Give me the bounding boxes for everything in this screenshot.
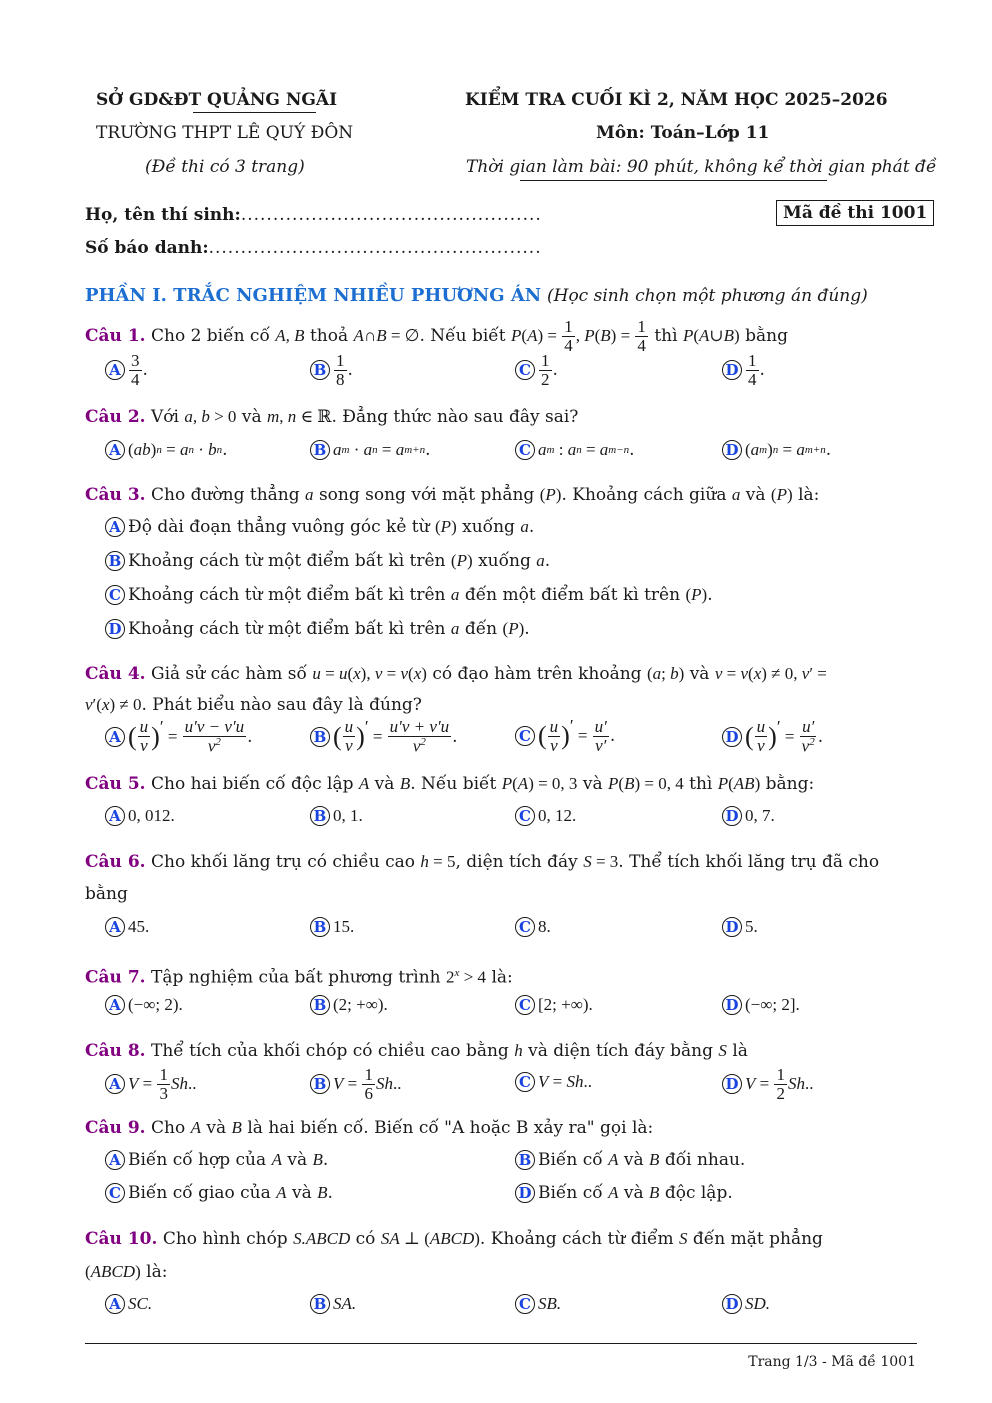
option-circle: C	[105, 1183, 125, 1203]
student-id-row	[85, 238, 542, 258]
q7-d-text: (−∞; 2].	[745, 995, 800, 1014]
q5-text-e: thì	[689, 774, 713, 794]
q3-c-text: Khoảng cách từ một điểm bất kì trên	[128, 585, 446, 605]
option-circle: B	[310, 995, 330, 1015]
q3-d-text: Khoảng cách từ một điểm bất kì trên	[128, 619, 446, 639]
option-circle: D	[722, 917, 742, 937]
q9-option-b[interactable]: B Biến cố A và B đối nhau.	[515, 1150, 745, 1170]
option-circle: C	[515, 917, 535, 937]
option-circle: B	[515, 1150, 535, 1170]
q3-b-text2: xuống	[478, 551, 531, 571]
q4-text-b: có đạo hàm trên khoảng	[432, 664, 642, 684]
school-name: TRƯỜNG THPT LÊ QUÝ ĐÔN	[96, 123, 354, 143]
q3-d-text2: đến	[464, 619, 498, 639]
question-8: Câu 8. Thể tích của khối chóp có chiều cao bằng h và diện tích đáy bằng S là	[85, 1041, 748, 1061]
q8-option-b[interactable]: B V = $\frac{1}{6}$ Sh ..	[310, 1066, 401, 1103]
pages-note: (Đề thi có 3 trang)	[145, 157, 305, 177]
option-circle: B	[310, 806, 330, 826]
q7-text: Tập nghiệm của bất phương trình	[150, 967, 441, 988]
footer-rule	[85, 1343, 917, 1344]
q5-c-text: 0, 12.	[538, 806, 577, 825]
q8-text-c: là	[732, 1041, 748, 1061]
q1-option-c[interactable]: C $\frac{1}{2}$ .	[515, 352, 558, 389]
q9-text-b: và	[206, 1118, 227, 1138]
option-circle: D	[105, 619, 125, 639]
q1-text-c: . Nếu biết	[419, 326, 506, 347]
option-circle: A	[105, 1294, 125, 1314]
q5-option-d[interactable]	[722, 806, 775, 826]
q7-b-text: (2; +∞).	[333, 995, 388, 1014]
section-note: (Học sinh chọn một phương án đúng)	[546, 286, 868, 306]
q5-text-b: và	[374, 774, 395, 794]
q9-label: Câu 9.	[85, 1118, 146, 1138]
q7-c-text: [2; +∞).	[538, 995, 593, 1014]
q1-text-d: thì	[654, 326, 678, 347]
q4-label: Câu 4.	[85, 664, 146, 684]
option-circle: B	[310, 917, 330, 937]
q3-b-text: Khoảng cách từ một điểm bất kì trên	[128, 551, 446, 571]
option-circle: D	[515, 1183, 535, 1203]
q5-text-d: và	[582, 774, 603, 794]
option-circle: A	[105, 517, 125, 537]
q9-d-and: và	[623, 1183, 644, 1203]
q5-option-b[interactable]	[310, 806, 363, 826]
q4-option-c[interactable]: C ( $\frac{u}{v}$ ) ′ = $\frac{u'}{v'}$ .	[515, 718, 615, 755]
q1-a-num: 3	[131, 351, 140, 370]
q10-text-e: là:	[146, 1262, 168, 1282]
q6-d-text: 5.	[745, 917, 758, 936]
q9-option-a[interactable]: A Biến cố hợp của A và B .	[105, 1150, 328, 1170]
q10-text-b: có	[355, 1229, 376, 1249]
name-label: Họ, tên thí sinh:	[85, 205, 241, 225]
q4-text: Giả sử các hàm số	[150, 664, 307, 684]
q9-option-d[interactable]: D Biến cố A và B độc lập.	[515, 1183, 733, 1203]
q5-text-c: . Nếu biết	[410, 774, 497, 794]
q1-a-den: 4	[131, 369, 140, 389]
option-circle: B	[310, 1294, 330, 1314]
q6-text: Cho khối lăng trụ có chiều cao	[150, 852, 415, 872]
q8-text: Thể tích của khối chóp có chiều cao bằng	[150, 1041, 509, 1061]
q9-a-and: và	[287, 1150, 308, 1170]
q6-text-c: . Thể tích khối lăng trụ đã cho	[618, 852, 880, 872]
q3-text-e: là:	[798, 485, 820, 505]
q1-c-num: 1	[541, 351, 550, 370]
q9-text: Cho	[150, 1118, 186, 1138]
question-1: Câu 1. Cho 2 biến cố A, B thoả A ∩ B = ∅ . Nếu biết P ( A ) = $\frac{1}{4}$ , P ( B ) = $\frac{1}{4}$ thì P ( A ∪ B ) bằng	[85, 317, 788, 355]
option-circle: D	[722, 806, 742, 826]
q10-option-a[interactable]	[105, 1294, 152, 1314]
q5-a-text: 0, 012.	[128, 806, 175, 825]
q9-c-and: và	[291, 1183, 312, 1203]
q5-d-text: 0, 7.	[745, 806, 775, 825]
q2-option-a[interactable]: A ( ab ) n = a n · b n .	[105, 440, 228, 460]
q4-option-b[interactable]: B ( $\frac{u}{v}$ ) ′ = $\frac{u'v + v'u}{v^2}$ .	[310, 718, 458, 755]
option-circle: D	[722, 1294, 742, 1314]
q9-b-text: Biến cố	[538, 1150, 603, 1170]
q9-c-text: Biến cố giao của	[128, 1183, 271, 1203]
id-label: Số báo danh:	[85, 238, 209, 258]
q10-option-b[interactable]	[310, 1294, 356, 1314]
q3-text-c: . Khoảng cách giữa	[561, 485, 727, 505]
option-circle: B	[310, 440, 330, 460]
question-5: Câu 5. Cho hai biến cố độc lập A và B. Nếu biết P(A) = 0, 3 và P(B) = 0, 4 thì P(AB) bằng:	[85, 774, 815, 794]
q10-text-d: đến mặt phẳng	[692, 1229, 823, 1249]
q3-option-c[interactable]: C Khoảng cách từ một điểm bất kì trên a đến một điểm bất kì trên ( P ) .	[105, 585, 713, 605]
q9-option-c[interactable]: C Biến cố giao của A và B .	[105, 1183, 333, 1203]
q7-option-c[interactable]	[515, 995, 593, 1015]
option-circle: A	[105, 1150, 125, 1170]
option-circle: C	[515, 360, 535, 380]
q6-text-d: bằng	[85, 884, 128, 904]
q1-option-b[interactable]: B $\frac{1}{8}$ .	[310, 352, 353, 389]
q4-text-c: và	[689, 664, 710, 684]
option-circle: A	[105, 360, 125, 380]
option-circle: D	[722, 360, 742, 380]
q2-text: Với	[150, 407, 179, 427]
q2-label: Câu 2.	[85, 407, 146, 427]
option-circle: C	[105, 585, 125, 605]
q2-option-c[interactable]: C a m : a n = a m−n .	[515, 440, 635, 460]
subject: Môn: Toán–Lớp 11	[596, 123, 770, 143]
q3-text: Cho đường thẳng	[150, 485, 300, 505]
option-circle: A	[105, 917, 125, 937]
q8-option-a[interactable]: A V = $\frac{1}{3}$ Sh ..	[105, 1066, 196, 1103]
option-circle: C	[515, 726, 535, 746]
q5-option-c[interactable]	[515, 806, 576, 826]
q1-text-b: thoả	[309, 326, 349, 347]
q9-d-text: Biến cố	[538, 1183, 603, 1203]
q9-text-c: là hai biến cố. Biến cố "A hoặc B xảy ra" gọi là:	[247, 1118, 654, 1138]
q2-text-c: . Đẳng thức nào sau đây sai?	[331, 407, 579, 427]
q1-c-den: 2	[541, 369, 550, 389]
q9-b-text2: đối nhau.	[664, 1150, 746, 1170]
question-4: Câu 4. Giả sử các hàm số u = u(x), v = v(x) có đạo hàm trên khoảng (a; b) và v = v(x) ≠ 0, v′ = v′(x) ≠ 0. Phát biểu nào sau đây là đúng?	[85, 664, 827, 715]
q6-text-b: , diện tích đáy	[455, 852, 578, 872]
q1-text: Cho 2 biến cố	[150, 326, 270, 347]
q1-b-num: 1	[336, 351, 345, 370]
q1-b-den: 8	[336, 369, 345, 389]
exam-code-box: Mã đề thi 1001	[776, 200, 934, 226]
q5-b-text: 0, 1.	[333, 806, 363, 825]
name-dots: ...............................................	[240, 205, 542, 225]
q3-label: Câu 3.	[85, 485, 146, 505]
q7-option-b[interactable]	[310, 995, 388, 1015]
q2-text-b: và	[241, 407, 262, 427]
q9-d-text2: độc lập.	[664, 1183, 733, 1203]
time-note: Thời gian làm bài: 90 phút, không kể thời gian phát đề	[466, 157, 937, 177]
option-circle: A	[105, 727, 125, 747]
q3-option-a[interactable]: A Độ dài đoạn thẳng vuông góc kẻ từ ( P ) xuống a .	[105, 517, 534, 537]
q7-text-b: là:	[491, 967, 513, 988]
question-2: Câu 2. Với a, b > 0 và m, n ∈ ℝ. Đẳng thức nào sau đây sai?	[85, 407, 579, 427]
q10-label: Câu 10.	[85, 1229, 158, 1249]
q8-text-b: và diện tích đáy bằng	[528, 1041, 714, 1061]
q6-label: Câu 6.	[85, 852, 146, 872]
q1-option-d[interactable]: D $\frac{1}{4}$ .	[722, 352, 765, 389]
option-circle: C	[515, 995, 535, 1015]
q10-text: Cho hình chóp	[162, 1229, 288, 1249]
q2-option-d[interactable]: D ( a m ) n = a m+n .	[722, 440, 831, 460]
q8-label: Câu 8.	[85, 1041, 146, 1061]
q5-label: Câu 5.	[85, 774, 146, 794]
q10-d-text: SD.	[745, 1294, 771, 1313]
time-underline	[520, 180, 827, 181]
q9-a-text: Biến cố hợp của	[128, 1150, 267, 1170]
option-circle: C	[515, 806, 535, 826]
q7-a-text: (−∞; 2).	[128, 995, 183, 1014]
q6-option-d[interactable]	[722, 917, 758, 937]
q3-a-text2: xuống	[462, 517, 515, 537]
id-dots: ....................................................	[208, 238, 542, 258]
q10-text-c: . Khoảng cách từ điểm	[479, 1229, 674, 1249]
q5-option-a[interactable]	[105, 806, 175, 826]
q6-b-text: 15.	[333, 917, 355, 936]
q1-label: Câu 1.	[85, 326, 146, 347]
footer-page-info: Trang 1/3 - Mã đề 1001	[748, 1354, 916, 1370]
q3-option-d[interactable]: D Khoảng cách từ một điểm bất kì trên a đến ( P ) .	[105, 619, 530, 639]
q5-text: Cho hai biến cố độc lập	[150, 774, 354, 794]
q7-option-a[interactable]	[105, 995, 183, 1015]
q10-a-text: SC.	[128, 1294, 153, 1313]
dept-underline	[193, 112, 316, 113]
section-heading	[85, 285, 868, 306]
question-3: Câu 3. Cho đường thẳng a song song với mặt phẳng (P). Khoảng cách giữa a và (P) là:	[85, 485, 820, 505]
q3-option-b[interactable]: B Khoảng cách từ một điểm bất kì trên ( P ) xuống a .	[105, 551, 550, 571]
option-circle: A	[105, 995, 125, 1015]
q6-option-a[interactable]	[105, 917, 149, 937]
student-name-row	[85, 205, 542, 225]
q10-c-text: SB.	[538, 1294, 562, 1313]
exam-title: KIỂM TRA CUỐI KÌ 2, NĂM HỌC 2025–2026	[465, 90, 888, 110]
q1-d-num: 1	[748, 351, 757, 370]
option-circle: B	[310, 727, 330, 747]
option-circle: A	[105, 1074, 125, 1094]
q4-text-d: . Phát biểu nào sau đây là đúng?	[141, 695, 422, 715]
q10-option-c[interactable]	[515, 1294, 561, 1314]
section-title: PHẦN I. TRẮC NGHIỆM NHIỀU PHƯƠNG ÁN	[85, 285, 542, 306]
dept-name: SỞ GD&ĐT QUẢNG NGÃI	[96, 90, 338, 110]
q6-option-c[interactable]	[515, 917, 551, 937]
option-circle: C	[515, 1294, 535, 1314]
q3-text-b: song song với mặt phẳng	[318, 485, 535, 505]
option-circle: A	[105, 806, 125, 826]
q6-c-text: 8.	[538, 917, 551, 936]
q7-label: Câu 7.	[85, 967, 146, 988]
option-circle: D	[722, 1074, 742, 1094]
option-circle: B	[310, 360, 330, 380]
q3-a-text: Độ dài đoạn thẳng vuông góc kẻ từ	[128, 517, 430, 537]
option-circle: C	[515, 1072, 535, 1092]
option-circle: B	[105, 551, 125, 571]
q6-a-text: 45.	[128, 917, 150, 936]
q1-d-den: 4	[748, 369, 757, 389]
q3-text-d: và	[745, 485, 766, 505]
question-9: Câu 9. Cho A và B là hai biến cố. Biến cố "A hoặc B xảy ra" gọi là:	[85, 1118, 654, 1138]
option-circle: D	[722, 440, 742, 460]
q8-option-c[interactable]: C V = Sh ..	[515, 1072, 592, 1092]
q9-b-and: và	[623, 1150, 644, 1170]
q4-option-d[interactable]: D ( $\frac{u}{v}$ ) ′ = $\frac{u'}{v^2}$ .	[722, 718, 823, 755]
q7-option-d[interactable]	[722, 995, 800, 1015]
question-7: Câu 7. Tập nghiệm của bất phương trình $2^x > 4$ là:	[85, 967, 513, 988]
q1-option-a[interactable]: A $\frac{3}{4}$ .	[105, 352, 148, 389]
q2-option-b[interactable]: B a m · a n = a m+n .	[310, 440, 431, 460]
q6-option-b[interactable]	[310, 917, 354, 937]
q10-option-d[interactable]	[722, 1294, 770, 1314]
option-circle: A	[105, 440, 125, 460]
option-circle: D	[722, 727, 742, 747]
q3-c-text2: đến một điểm bất kì trên	[464, 585, 681, 605]
q8-option-d[interactable]: D V = $\frac{1}{2}$ Sh ..	[722, 1066, 813, 1103]
q4-option-a[interactable]: A ( $\frac{u}{v}$ ) ′ = $\frac{u'v - v'u}{v^2}$ .	[105, 718, 253, 755]
question-10: Câu 10. Cho hình chóp S.ABCD có SA ⊥ (ABCD). Khoảng cách từ điểm S đến mặt phẳng (ABCD) là:	[85, 1229, 823, 1282]
question-6: Câu 6. Cho khối lăng trụ có chiều cao h = 5, diện tích đáy S = 3. Thể tích khối lăng trụ đã cho bằng	[85, 850, 917, 906]
q10-b-text: SA.	[333, 1294, 357, 1313]
option-circle: B	[310, 1074, 330, 1094]
option-circle: C	[515, 440, 535, 460]
q1-text-e: bằng	[745, 326, 788, 347]
option-circle: D	[722, 995, 742, 1015]
q5-text-f: bằng:	[765, 774, 815, 794]
